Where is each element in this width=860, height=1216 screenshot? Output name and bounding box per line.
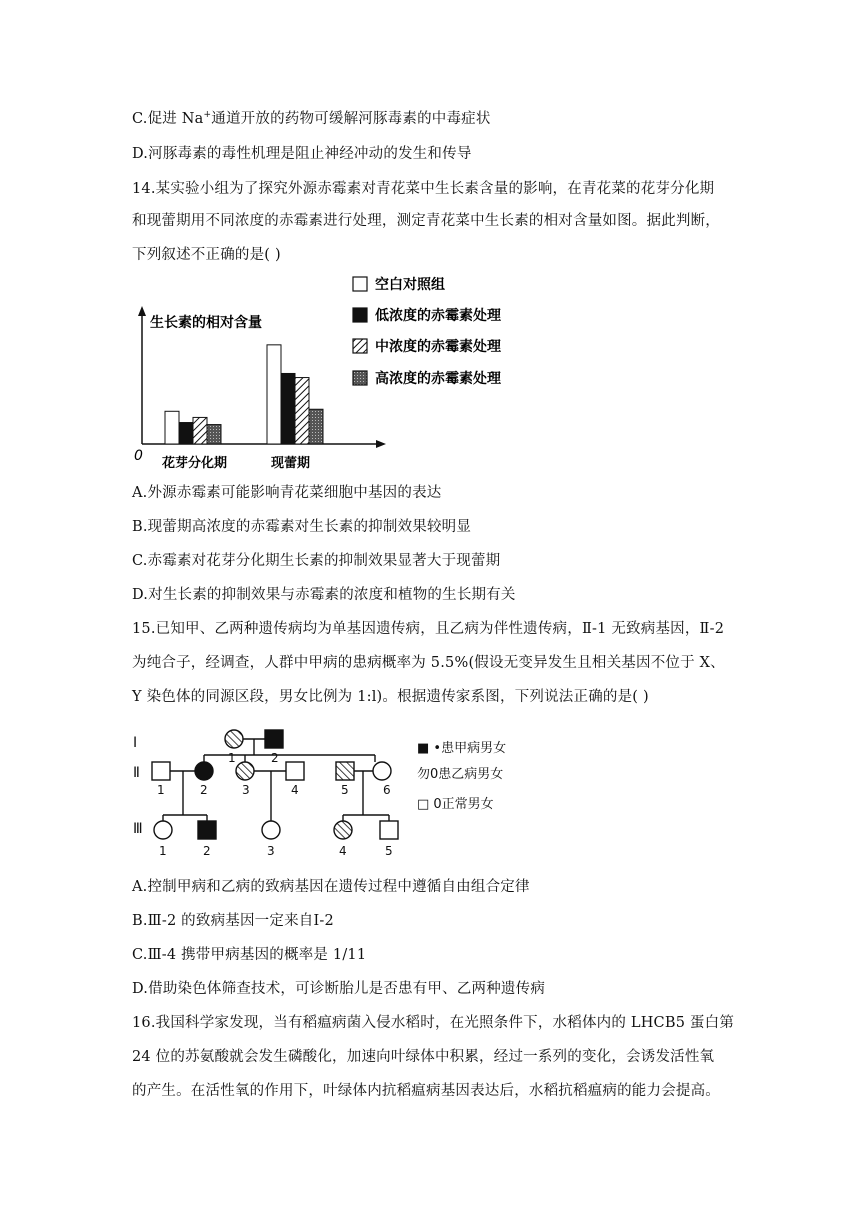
svg-text:3: 3: [267, 844, 275, 858]
bars-group: [165, 345, 323, 444]
bar-0-1: [179, 423, 193, 444]
pedigree-II-4: [286, 762, 304, 780]
svg-text:5: 5: [341, 783, 349, 797]
q14-stem-line2: 和现蕾期用不同浓度的赤霉素进行处理，测定青花菜中生长素的相对含量如图。据此判断，: [132, 213, 720, 229]
y-axis-label: 生长素的相对含量: [150, 315, 262, 331]
legend-label-3: 高浓度的赤霉素处理: [375, 371, 501, 387]
bar-0-3: [207, 425, 221, 444]
pedigree-II-6: [373, 762, 391, 780]
origin-label: 0: [134, 448, 143, 464]
legend-label-2: 中浓度的赤霉素处理: [375, 339, 501, 355]
category-label-1: 现蕾期: [271, 456, 311, 471]
legend-label-1: 低浓度的赤霉素处理: [375, 308, 501, 324]
q14-stem-line3: 下列叙述不正确的是( ): [132, 247, 281, 263]
pedigree-III-5: [380, 821, 398, 839]
svg-text:2: 2: [203, 844, 211, 858]
pedigree-II-3: [236, 762, 254, 780]
pedigree-III-1: [154, 821, 172, 839]
pedigree-legend-1: 勿0患乙病男女: [417, 767, 504, 782]
pedigree-II-1: [152, 762, 170, 780]
pedigree-chart: [125, 725, 555, 865]
svg-text:4: 4: [339, 844, 347, 858]
q16-line1: 16.我国科学家发现，当有稻瘟病菌入侵水稻时，在光照条件下，水稻体内的 LHCB5 蛋白第: [132, 1015, 735, 1031]
legend-swatch-3: [353, 371, 367, 385]
q15-option-a: A.控制甲病和乙病的致病基因在遗传过程中遵循自由组合定律: [132, 879, 530, 895]
q15-stem-line2: 为纯合子，经调查，人群中甲病的患病概率为 5.5%(假设无变异发生且相关基因不位于 X、: [132, 655, 725, 671]
svg-text:1: 1: [159, 844, 167, 858]
q16-line3: 的产生。在活性氧的作用下，叶绿体内抗稻瘟病基因表达后，水稻抗稻瘟病的能力会提高。: [132, 1083, 720, 1099]
svg-text:3: 3: [242, 783, 250, 797]
q15-stem-line3: Y 染色体的同源区段，男女比例为 1:l)。根据遗传家系图，下列说法正确的是( ): [132, 689, 649, 705]
svg-text:1: 1: [228, 751, 236, 765]
svg-text:5: 5: [385, 844, 393, 858]
x-axis-arrow: [376, 440, 386, 448]
gen-label-III: Ⅲ: [133, 821, 143, 837]
bar-1-2: [295, 378, 309, 444]
q13-option-c: C.促进 Na+通道开放的药物可缓解河豚毒素的中毒症状: [132, 110, 491, 127]
svg-text:6: 6: [383, 783, 391, 797]
auxin-bar-chart: [120, 270, 540, 480]
q15-option-c: C.Ⅲ-4 携带甲病基因的概率是 1/11: [132, 947, 367, 963]
pedigree-II-2: [195, 762, 213, 780]
bar-1-1: [281, 373, 295, 444]
svg-text:1: 1: [157, 783, 165, 797]
q14-option-b: B.现蕾期高浓度的赤霉素对生长素的抑制效果较明显: [132, 519, 472, 535]
q14-option-d: D.对生长素的抑制效果与赤霉素的浓度和植物的生长期有关: [132, 587, 516, 603]
bar-1-3: [309, 409, 323, 444]
pedigree-I-1: [225, 730, 243, 748]
pedigree-III-4: [334, 821, 352, 839]
legend-swatch-2: [353, 339, 367, 353]
category-label-0: 花芽分化期: [162, 456, 228, 471]
legend-swatch-1: [353, 308, 367, 322]
pedigree-III-2: [198, 821, 216, 839]
bar-0-2: [193, 417, 207, 444]
pedigree-legend-2: □ 0正常男女: [417, 797, 494, 812]
bar-0-0: [165, 411, 179, 444]
q15-option-d: D.借助染色体筛查技术，可诊断胎儿是否患有甲、乙两种遗传病: [132, 981, 546, 997]
y-axis-arrow: [138, 306, 146, 316]
gen-label-I: Ⅰ: [133, 735, 138, 751]
svg-text:2: 2: [271, 751, 279, 765]
q14-option-c: C.赤霉素对花芽分化期生长素的抑制效果显著大于现蕾期: [132, 553, 501, 569]
bar-1-0: [267, 345, 281, 444]
pedigree-I-2: [265, 730, 283, 748]
svg-text:2: 2: [200, 783, 208, 797]
q16-line2: 24 位的苏氨酸就会发生磷酸化，加速向叶绿体中积累，经过一系列的变化，会诱发活性氧: [132, 1049, 715, 1065]
legend-label-0: 空白对照组: [375, 277, 445, 293]
gen-label-II: Ⅱ: [133, 765, 140, 781]
pedigree-II-5: [336, 762, 354, 780]
pedigree-legend-0: ■ •患甲病男女: [417, 741, 507, 756]
q15-option-b: B.Ⅲ-2 的致病基因一定来自Ⅰ-2: [132, 913, 334, 929]
svg-text:4: 4: [291, 783, 299, 797]
q15-stem-line1: 15.已知甲、乙两种遗传病均为单基因遗传病，且乙病为伴性遗传病，Ⅱ-1 无致病基因，Ⅱ-2: [132, 621, 725, 637]
pedigree-III-3: [262, 821, 280, 839]
legend-swatch-0: [353, 277, 367, 291]
q14-stem-line1: 14.某实验小组为了探究外源赤霉素对青花菜中生长素含量的影响，在青花菜的花芽分化期: [132, 181, 715, 197]
q14-option-a: A.外源赤霉素可能影响青花菜细胞中基因的表达: [132, 485, 442, 501]
q13-option-d: D.河豚毒素的毒性机理是阻止神经冲动的发生和传导: [132, 146, 472, 162]
